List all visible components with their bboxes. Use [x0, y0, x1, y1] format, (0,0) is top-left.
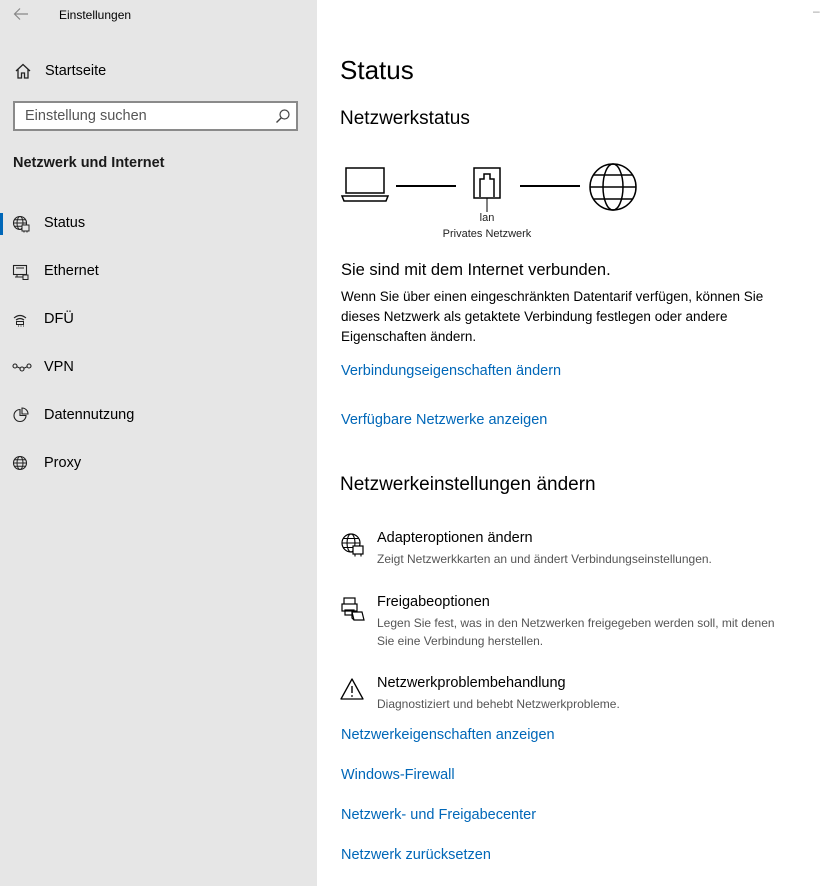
sidebar-item-label: Status — [44, 215, 86, 231]
network-name-label: lan — [479, 212, 495, 224]
proxy-globe-icon — [12, 455, 30, 473]
sharing-icon — [340, 596, 366, 622]
sidebar-item-label: Proxy — [44, 455, 82, 471]
show-network-properties-link[interactable]: Netzwerkeigenschaften anzeigen — [341, 727, 555, 743]
sidebar-item-label: DFÜ — [44, 311, 74, 327]
search-box — [13, 101, 298, 131]
sidebar-item-vpn[interactable] — [0, 347, 317, 387]
connection-status-text: Wenn Sie über einen eingeschränkten Datentarif verfügen, können Sie dieses Netzwerk als getaktete Verbindung festlegen oder andere Eigenschaften ändern. — [341, 289, 764, 344]
option-title: Netzwerkproblembehandlung — [377, 675, 566, 691]
home-icon — [14, 62, 32, 80]
connection-line — [520, 185, 580, 187]
home-link[interactable] — [0, 52, 317, 90]
sidebar-item-ethernet[interactable] — [0, 251, 317, 291]
sidebar-item-label: Datennutzung — [44, 407, 135, 423]
internet-globe-icon — [588, 162, 638, 212]
option-title: Freigabeoptionen — [377, 594, 490, 610]
dialup-icon — [12, 311, 30, 329]
main-pane — [317, 0, 829, 886]
back-arrow-icon — [13, 7, 29, 21]
laptop-icon — [340, 165, 392, 205]
minimize-button[interactable]: – — [813, 4, 820, 18]
sidebar-item-status[interactable] — [0, 203, 317, 243]
adapter-options-item[interactable] — [338, 530, 808, 570]
page-title: Status — [340, 55, 414, 85]
change-connection-properties-link[interactable]: Verbindungseigenschaften ändern — [341, 363, 562, 379]
option-title: Adapteroptionen ändern — [377, 530, 533, 546]
ethernet-port-icon — [472, 167, 502, 217]
show-available-networks-link[interactable]: Verfügbare Netzwerke anzeigen — [341, 412, 548, 428]
section-title: Netzwerk und Internet — [13, 155, 165, 171]
network-troubleshooter-item[interactable] — [338, 675, 808, 715]
sidebar-item-label: VPN — [44, 359, 74, 375]
globe-status-icon — [12, 215, 30, 233]
adapter-icon — [340, 532, 366, 558]
network-status-heading: Netzwerkstatus — [340, 108, 470, 129]
sharing-options-item[interactable] — [338, 594, 808, 650]
sidebar-item-datennutzung[interactable] — [0, 395, 317, 435]
change-settings-heading: Netzwerkeinstellungen ändern — [340, 474, 596, 495]
network-type-label: Privates Netzwerk — [442, 228, 532, 240]
option-description: Zeigt Netzwerkkarten an und ändert Verbindungseinstellungen. — [377, 552, 712, 566]
search-icon[interactable] — [275, 108, 291, 124]
option-description: Diagnostiziert und behebt Netzwerkprobleme. — [377, 697, 620, 711]
network-sharing-center-link[interactable]: Netzwerk- und Freigabecenter — [341, 807, 537, 823]
connection-line — [396, 185, 456, 187]
vpn-icon — [12, 359, 32, 377]
search-input[interactable] — [15, 103, 275, 129]
warning-triangle-icon — [340, 677, 366, 703]
windows-firewall-link[interactable]: Windows-Firewall — [341, 767, 455, 783]
sidebar-item-dfu[interactable] — [0, 299, 317, 339]
home-label: Startseite — [45, 63, 107, 79]
connection-status-heading: Sie sind mit dem Internet verbunden. — [341, 261, 611, 279]
ethernet-icon — [12, 263, 30, 281]
sidebar-item-label: Ethernet — [44, 263, 99, 279]
network-diagram — [340, 160, 660, 250]
window-title: Einstellungen — [59, 8, 132, 22]
data-usage-icon — [12, 407, 30, 425]
back-button[interactable] — [0, 0, 40, 30]
option-description: Legen Sie fest, was in den Netzwerken freigegeben werden soll, mit denen Sie eine Verbindung herstellen. — [377, 616, 775, 648]
network-reset-link[interactable]: Netzwerk zurücksetzen — [341, 847, 491, 863]
sidebar-item-proxy[interactable] — [0, 443, 317, 483]
